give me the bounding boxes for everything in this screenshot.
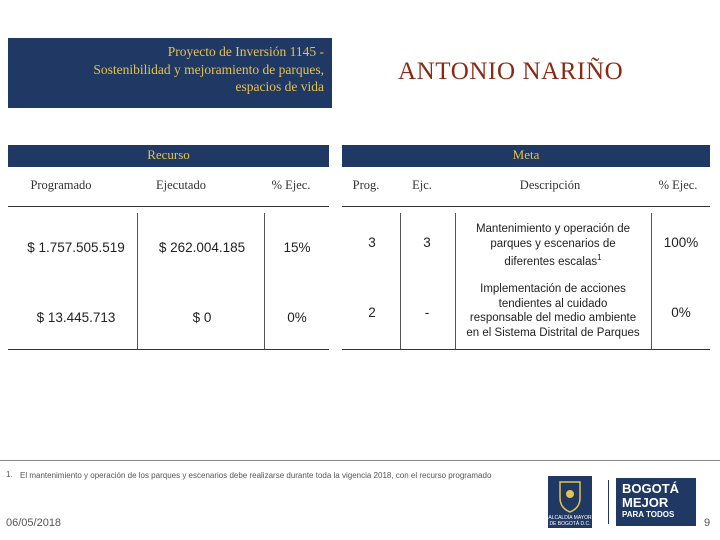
header-divider bbox=[8, 206, 329, 207]
cell-pct-meta: 0% bbox=[671, 305, 691, 320]
footer-divider bbox=[0, 460, 720, 461]
col-header-pct-meta: % Ejec. bbox=[658, 178, 698, 192]
col-header-ejecutado: Ejecutado bbox=[156, 178, 206, 192]
cell-programado: $ 1.757.505.519 bbox=[27, 240, 125, 255]
cell-ejecutado: $ 262.004.185 bbox=[158, 240, 246, 255]
cell-descripcion bbox=[458, 222, 648, 269]
footnote-text: El mantenimiento y operación de los parques y escenarios debe realizarse durante toda la vigencia 2018, con el recurso programado bbox=[20, 471, 492, 480]
cell-ejecutado: $ 0 bbox=[192, 310, 212, 325]
logo-area bbox=[548, 476, 698, 528]
logo-divider bbox=[608, 480, 609, 524]
logo-line: MEJOR bbox=[622, 495, 669, 510]
column-divider bbox=[400, 213, 401, 349]
desc-line: Mantenimiento y operación de bbox=[475, 223, 631, 235]
shield-icon bbox=[548, 476, 592, 516]
cell-prog: 3 bbox=[368, 235, 376, 250]
col-header-programado: Programado bbox=[30, 178, 92, 192]
footnote-ref: 1 bbox=[597, 253, 602, 262]
project-title-line: Proyecto de Inversión 1145 - bbox=[167, 44, 324, 59]
project-title-line: Sostenibilidad y mejoramiento de parques, bbox=[93, 61, 324, 77]
cell-programado: $ 13.445.713 bbox=[36, 310, 116, 325]
page-number: 9 bbox=[704, 517, 711, 529]
desc-line bbox=[458, 251, 648, 269]
table-bottom-rule bbox=[342, 349, 710, 350]
cell-pct-meta: 100% bbox=[663, 235, 699, 250]
desc-line: tendientes al cuidado bbox=[498, 297, 608, 310]
desc-line: Implementación de acciones bbox=[480, 283, 626, 295]
location-title: ANTONIO NARIÑO bbox=[398, 58, 624, 85]
city-seal-icon bbox=[548, 476, 592, 528]
cell-pct: 0% bbox=[287, 310, 307, 325]
cell-prog: 2 bbox=[368, 305, 376, 320]
project-title-box bbox=[8, 38, 332, 108]
column-divider bbox=[137, 213, 138, 349]
logo-line: PARA TODOS bbox=[622, 510, 675, 519]
desc-line: en el Sistema Distrital de Parques bbox=[466, 326, 640, 339]
header-divider bbox=[342, 206, 710, 207]
column-divider bbox=[264, 213, 265, 349]
recurso-band: Recurso bbox=[8, 145, 329, 167]
footnote-marker: 1. bbox=[6, 470, 13, 479]
project-title-line: espacios de vida bbox=[235, 79, 324, 94]
table-bottom-rule bbox=[8, 349, 329, 350]
desc-text: diferentes escalas bbox=[504, 255, 598, 268]
cell-ejc: - bbox=[424, 305, 430, 320]
col-header-pct-recurso: % Ejec. bbox=[271, 178, 311, 192]
col-header-ejc: Ejc. bbox=[412, 178, 432, 192]
desc-line: parques y escenarios de bbox=[490, 237, 616, 250]
logo-line: BOGOTÁ bbox=[622, 481, 680, 496]
slide-date: 06/05/2018 bbox=[6, 517, 62, 529]
cell-ejc: 3 bbox=[423, 235, 431, 250]
bogota-mejor-logo bbox=[616, 478, 696, 526]
seal-caption: ALCALDÍA MAYOR DE BOGOTÁ D.C. bbox=[548, 515, 592, 527]
meta-band: Meta bbox=[342, 145, 710, 167]
desc-line: responsable del medio ambiente bbox=[469, 312, 637, 324]
cell-descripcion bbox=[452, 282, 654, 340]
col-header-prog: Prog. bbox=[352, 178, 380, 192]
cell-pct: 15% bbox=[283, 240, 311, 255]
col-header-descripcion: Descripción bbox=[519, 178, 581, 192]
